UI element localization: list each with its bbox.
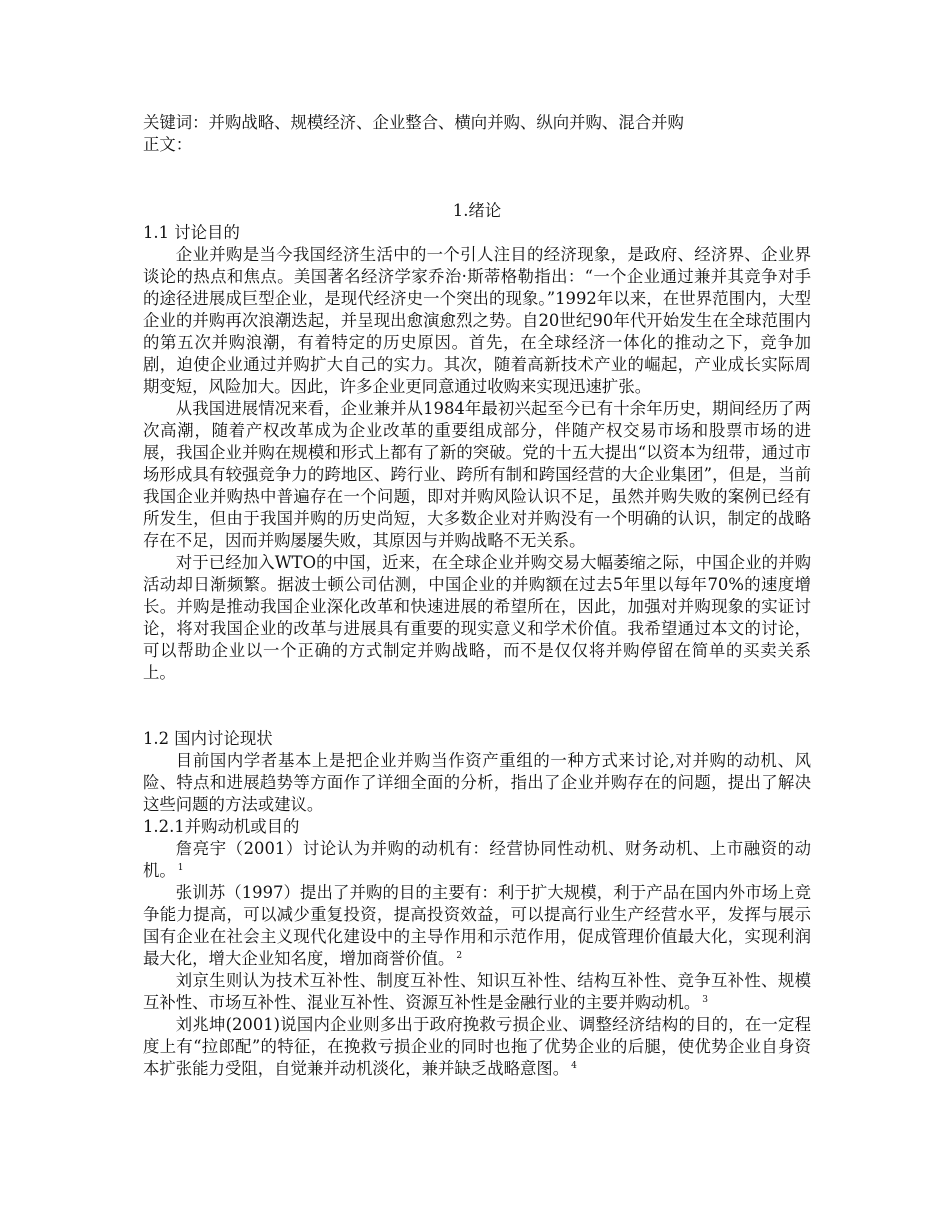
section-heading-1-1: 1.1 讨论目的 [143,223,240,242]
paragraph-text: 詹亮宇（2001）讨论认为并购的动机有：经营协同性动机、财务动机、上市融资的动机。 [143,839,811,880]
section-heading-1-2: 1.2 国内讨论现状 [143,729,273,748]
paragraph-text: 张训苏（1997）提出了并购的目的主要有：利于扩大规模，利于产品在国内外市场上竞争能力提高，可以减少重复投资，提高投资效益，可以提高行业生产经营水平，发挥与展示国有企业在社会主义现代化建设中的主导作用和示范作用，促成管理价值最大化，实现利润最大化，增大企业知名度，增加商誉价值。 [143,883,811,968]
document-page [143,112,811,1080]
keywords-line: 关键词：并购战略、规模经济、企业整合、横向并购、纵向并购、混合并购 [143,113,684,132]
footnote-marker: 3 [702,994,709,1005]
spacer [143,156,811,200]
footnote-marker: 4 [571,1060,577,1071]
chapter-title: 1.绪论 [452,201,502,220]
paragraph [143,970,811,1014]
paragraph: 目前国内学者基本上是把企业并购当作资产重组的一种方式来讨论,对并购的动机、风险、特点和进展趋势等方面作了详细全面的分析，指出了企业并购存在的问题，提出了解决这些问题的方法或建议。 [143,751,811,814]
paragraph [143,882,811,970]
paragraph-text: 刘兆坤(2001)说国内企业则多出于政府挽救亏损企业、调整经济结构的目的，在一定程度上有“拉郎配”的特征，在挽救亏损企业的同时也拖了优势企业的后腿，使优势企业自身资本扩张能力受阻，自觉兼并动机淡化，兼并缺乏战略意图。 [143,1015,811,1078]
paragraph: 对于已经加入WTO的中国，近来，在全球企业并购交易大幅萎缩之际，中国企业的并购活动却日渐频繁。据波士顿公司估测，中国企业的并购额在过去5年里以每年70%的速度增长。并购是推动我国企业深化改革和快速进展的希望所在，因此，加强对并购现象的实证讨论，将对我国企业的改革与进展具有重要的现实意义和学术价值。我希望通过本文的讨论，可以帮助企业以一个正确的方式制定并购战略，而不是仅仅将并购停留在简单的买卖关系上。 [143,553,811,682]
paragraph: 从我国进展情况来看，企业兼并从1984年最初兴起至今已有十余年历史，期间经历了两次高潮，随着产权改革成为企业改革的重要组成部分，伴随产权交易市场和股票市场的进展，我国企业并购在规模和形式上都有了新的突破。党的十五大提出“以资本为纽带，通过市场形成具有较强竞争力的跨地区、跨行业、跨所有制和跨国经营的大企业集团”，但是，当前我国企业并购热中普遍存在一个问题，即对并购风险认识不足，虽然并购失败的案例已经有所发生，但由于我国并购的历史尚短，大多数企业对并购没有一个明确的认识，制定的战略存在不足，因而并购屡屡失败，其原因与并购战略不无关系。 [143,399,811,550]
paragraph [143,838,811,882]
body-label: 正文： [143,135,193,154]
subsection-heading-1-2-1: 1.2.1并购动机或目的 [143,817,300,836]
spacer [143,684,811,728]
paragraph: 企业并购是当今我国经济生活中的一个引人注目的经济现象，是政府、经济界、企业界谈论的热点和焦点。美国著名经济学家乔治·斯蒂格勒指出：“一个企业通过兼并其竞争对手的途径进展成巨型企业，是现代经济史一个突出的现象。”1992年以来，在世界范围内，大型企业的并购再次浪潮迭起，并呈现出愈演愈烈之势。自20世纪90年代开始发生在全球范围内的第五次并购浪潮，有着特定的历史原因。首先，在全球经济一体化的推动之下，竞争加剧，迫使企业通过并购扩大自己的实力。其次，随着高新技术产业的崛起，产业成长实际周期变短，风险加大。因此，许多企业更同意通过收购来实现迅速扩张。 [143,245,811,396]
paragraph-text: 刘京生则认为技术互补性、制度互补性、知识互补性、结构互补性、竞争互补性、规模互补性、市场互补性、混业互补性、资源互补性是金融行业的主要并购动机。 [143,971,811,1012]
footnote-marker: 1 [177,862,184,873]
footnote-marker: 2 [456,950,463,961]
paragraph [143,1014,811,1080]
